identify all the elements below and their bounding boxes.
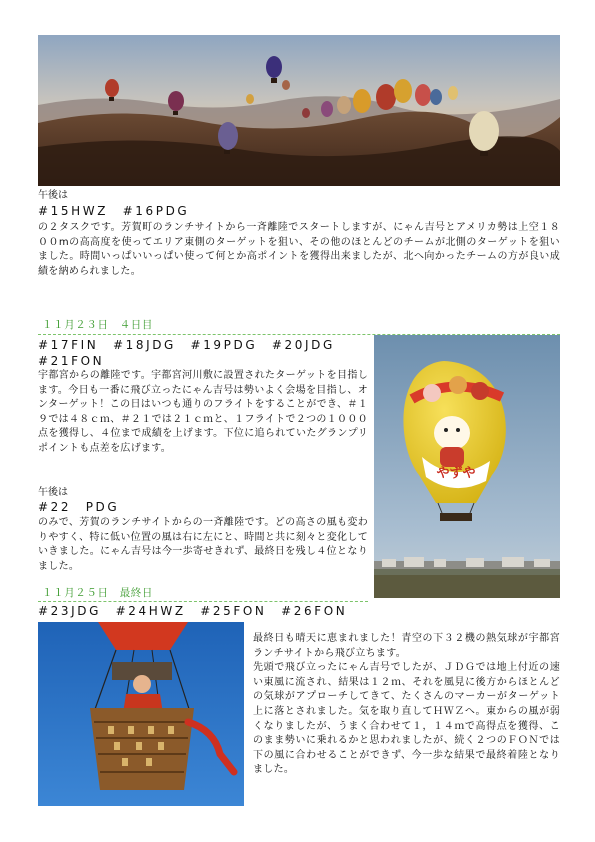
day4-body: 宇都宮からの離陸です。宇都宮河川敷に設置されたターゲットを目指します。今日も一番に飛び立ったにゃん吉号は勢いよく会場を目指し、オンターゲット！この日はいつも通りのフライトをすることができ、＃１９では４８ｃｍ、＃２１では２１ｃｍと、１フライトで２つの１０００点を獲得し、４位まで成績を上げます。下位に追られていたグランプリポイントも点差を広げます。 [38, 370, 368, 454]
final-day-body: 最終日も晴天に恵まれました！青空の下３２機の熱気球が宇都宮ランチサイトから飛び立ちます。 先頭で飛び立ったにゃん吉号でしたが、ＪＤＧでは地上付近の速い東風に流され、結果は１２ｍ、それを風見に後方からほとんどの気球がアプローチしてきて、たくさんのマーカーがターゲット上に落とされました。気を取り直してＨＷＺへ。東からの風が弱くなりましたが、うまく合わせて１，１４ｍで高得点を獲得、このまま勢いに乗れるかと思われましたが、続く２つのＦＯＮでは下の風に合わせることができず、今一歩な結果で最終着陸となりました。 [253, 633, 560, 776]
tasks-15-16: #15HWZ #16PDG [38, 204, 190, 218]
pm-label-1: 午後は [38, 190, 68, 201]
day4-pm-tasks: #22 PDG [38, 500, 120, 514]
balloon-banner-text: やずや [436, 466, 476, 481]
day4-tasks-line1: #17FIN #18JDG #19PDG #20JDG [38, 338, 335, 352]
basket-photo [38, 622, 244, 806]
day4-tasks-line2: #21FON [38, 354, 105, 368]
day4-title: １１月２３日 ４日目 [42, 319, 153, 331]
day4-pm-body: のみで、芳賀のランチサイトからの一斉離陸です。どの高さの風も変わりやすく、特に低い位置の風は右に左にと、時間と共に刻々と変化していきました。にゃん吉号は今一歩寄せきれず、最終日を残し４位となりました。 [38, 517, 368, 572]
yellow-balloon-photo [374, 335, 560, 598]
final-day-divider [38, 601, 368, 602]
panorama-photo [38, 35, 560, 186]
day4-pm-label: 午後は [38, 487, 68, 498]
final-day-tasks: #23JDG #24HWZ #25FON #26FON [38, 604, 348, 618]
final-day-title: １１月２５日 最終日 [42, 587, 153, 599]
pm1-body: の２タスクです。芳賀町のランチサイトから一斉離陸でスタートしますが、にゃん吉号とアメリカ勢は上空１８００mの高高度を使ってエリア東側のターゲットを狙い、その他のほとんどのチームが北側のターゲットを狙いました。時間いっぱいいっぱい使って何とか高ポイントを獲得出来ましたが、北へ向かったチームの方が良い成績を納められました。 [38, 222, 560, 277]
